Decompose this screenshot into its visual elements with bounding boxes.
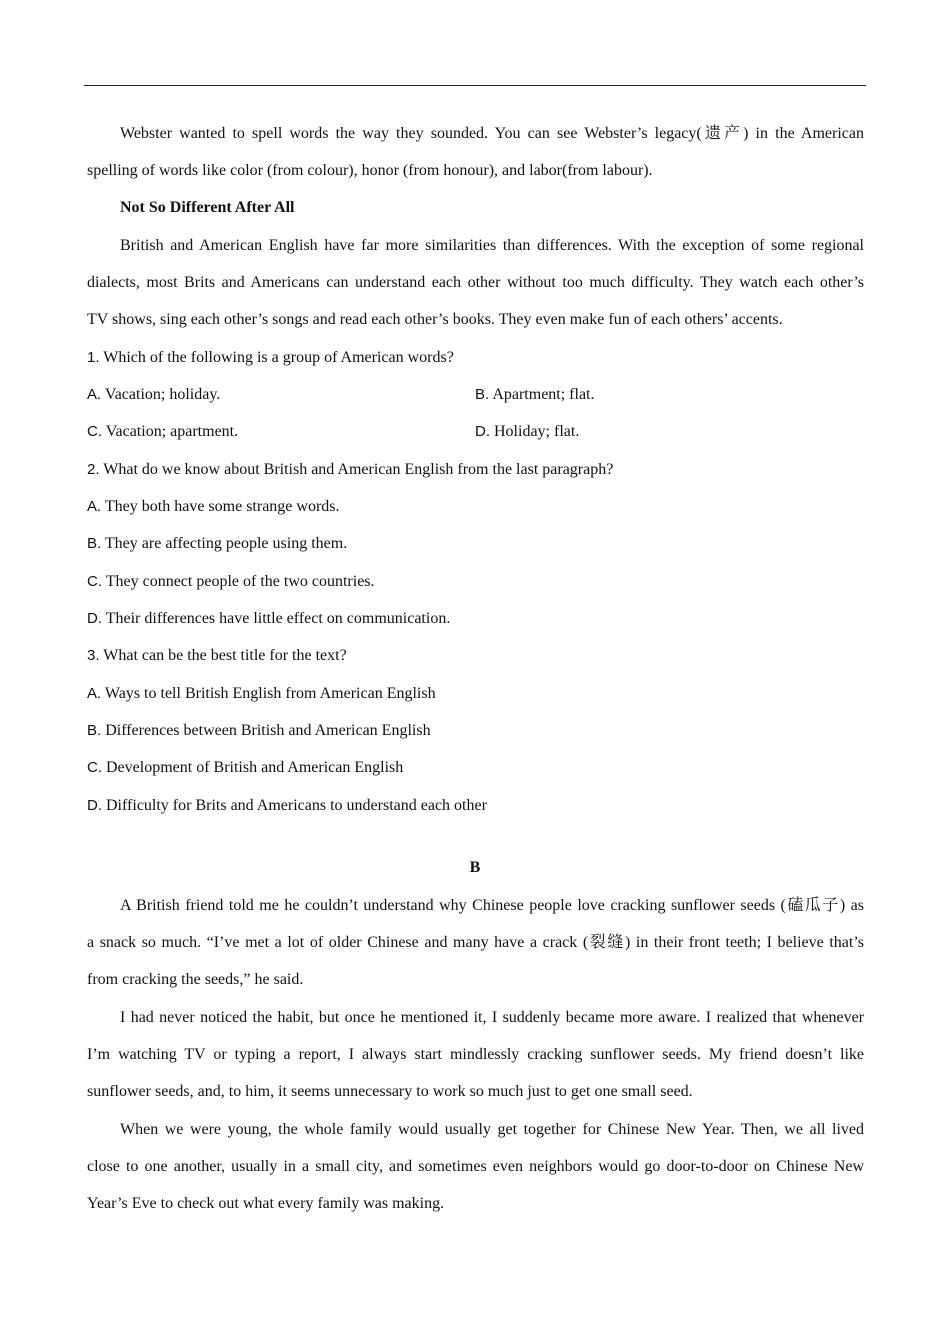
- option-text: Holiday; flat.: [494, 423, 580, 440]
- option-label: D.: [475, 423, 490, 440]
- paragraph-line: spelling of words like color (from colour), honor (from honour), and labor(from labour).: [87, 162, 653, 179]
- option-2b: [87, 534, 347, 554]
- paragraph-line: Year’s Eve to check out what every family was making.: [87, 1195, 445, 1212]
- option-1c: [87, 422, 238, 442]
- option-3b: [87, 721, 431, 741]
- option-label: C.: [87, 573, 102, 590]
- option-label: A.: [87, 685, 102, 702]
- option-text: Development of British and American English: [106, 759, 404, 776]
- option-2a: [87, 497, 340, 517]
- option-label: A.: [87, 498, 102, 515]
- option-label: A.: [87, 386, 102, 403]
- option-text: Ways to tell British English from American English: [104, 685, 436, 702]
- option-label: D.: [87, 610, 102, 627]
- option-2d: [87, 609, 450, 629]
- option-text: Vacation; apartment.: [105, 423, 239, 440]
- option-label: B.: [87, 535, 102, 552]
- paragraph-line: TV shows, sing each other’s songs and read each other’s books. They even make fun of each others’ accents.: [87, 311, 783, 328]
- option-2c: [87, 572, 375, 592]
- option-text: They both have some strange words.: [104, 498, 340, 515]
- paragraph-line: a snack so much. “I’ve met a lot of older Chinese and many have a crack (裂缝) in their front teeth; I believe that’s: [87, 934, 864, 951]
- option-3d: [87, 796, 487, 816]
- option-3a: [87, 684, 436, 704]
- option-label: C.: [87, 423, 102, 440]
- question-number: 3.: [87, 647, 100, 664]
- paragraph-line: When we were young, the whole family would usually get together for Chinese New Year. Then, we all lived: [120, 1121, 864, 1138]
- question-number: 2.: [87, 461, 100, 478]
- question-1: [87, 348, 864, 368]
- option-text: Their differences have little effect on communication.: [105, 610, 451, 627]
- header-rule: [84, 85, 866, 86]
- option-text: Differences between British and American English: [105, 722, 431, 739]
- option-label: B.: [87, 722, 102, 739]
- option-1b: [475, 385, 595, 405]
- paragraph-line: British and American English have far more similarities than differences. With the exception of some regional: [120, 237, 864, 254]
- paragraph-line: close to one another, usually in a small city, and sometimes even neighbors would go door-to-door on Chinese New: [87, 1158, 864, 1175]
- option-text: They are affecting people using them.: [104, 535, 348, 552]
- question-text: Which of the following is a group of American words?: [103, 349, 454, 366]
- option-1a: [87, 385, 220, 405]
- paragraph-line: dialects, most Brits and Americans can understand each other without too much difficulty. They watch each other’s: [87, 274, 864, 291]
- question-3: [87, 646, 864, 666]
- paragraph-line: from cracking the seeds,” he said.: [87, 971, 304, 988]
- option-text: Apartment; flat.: [492, 386, 595, 403]
- paragraph-line: sunflower seeds, and, to him, it seems unnecessary to work so much just to get one small seed.: [87, 1083, 693, 1100]
- paragraph-line: I’m watching TV or typing a report, I always start mindlessly cracking sunflower seeds. My friend doesn’t like: [87, 1046, 864, 1063]
- question-text: What do we know about British and American English from the last paragraph?: [103, 461, 614, 478]
- question-2: [87, 460, 864, 480]
- option-1d: [475, 422, 579, 442]
- section-heading: Not So Different After All: [120, 199, 295, 216]
- option-3c: [87, 758, 403, 778]
- paragraph-line: A British friend told me he couldn’t understand why Chinese people love cracking sunflower seeds (磕瓜子) as: [120, 897, 864, 914]
- question-text: What can be the best title for the text?: [103, 647, 347, 664]
- option-text: Difficulty for Brits and Americans to understand each other: [106, 797, 487, 814]
- section-label-b: B: [469, 859, 481, 876]
- option-text: They connect people of the two countries.: [105, 573, 375, 590]
- option-label: C.: [87, 759, 102, 776]
- paragraph-line: Webster wanted to spell words the way they sounded. You can see Webster’s legacy(遗产) in the American: [120, 125, 864, 142]
- paragraph-line: I had never noticed the habit, but once he mentioned it, I suddenly became more aware. I realized that whenever: [120, 1009, 864, 1026]
- option-label: D.: [87, 797, 102, 814]
- option-text: Vacation; holiday.: [104, 386, 221, 403]
- option-label: B.: [475, 386, 490, 403]
- question-number: 1.: [87, 349, 100, 366]
